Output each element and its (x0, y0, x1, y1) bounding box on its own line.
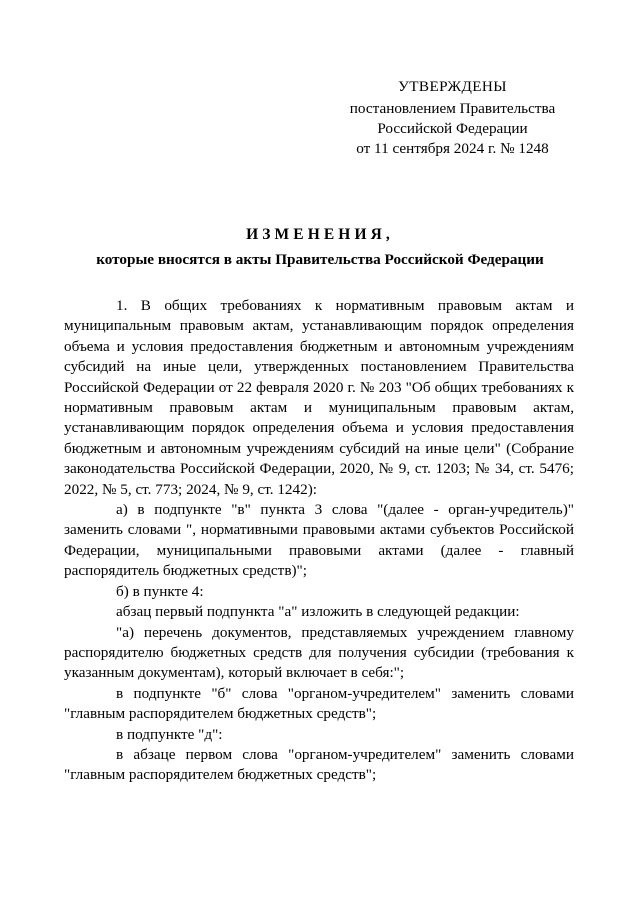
paragraph-1: 1. В общих требованиях к нормативным правовым актам и муниципальным правовым актам, устанавливающим порядок определения объема и условия предоставления бюджетным и автономным учреждениям субсидий на иные цели, утвержденных постановлением Правительства Российской Федерации от 22 февраля 2020 г. № 203 "Об общих требованиях к нормативным правовым актам и муниципальным правовым актам, устанавливающим порядок определения объема и условия предоставления бюджетным и автономным учреждениям субсидий на иные цели" (Собрание законодательства Российской Федерации, 2020, № 9, ст. 1203; № 34, ст. 5476; 2022, № 5, ст. 773; 2024, № 9, ст. 1242): (64, 297, 574, 498)
paragraph-5: "а) перечень документов, представляемых учреждением главному распорядителю бюджетных средств для получения субсидии (требования к указанным документам), который включает в себя:"; (64, 623, 574, 682)
paragraph-4: абзац первый подпункта "а" изложить в следующей редакции: (116, 603, 520, 621)
document-subtitle: которые вносятся в акты Правительства Российской Федерации (96, 251, 544, 268)
paragraph-7: в подпункте "д": (116, 725, 223, 743)
document-title: ИЗМЕНЕНИЯ, (246, 226, 394, 243)
approval-line-1: постановлением Правительства (349, 100, 556, 117)
approved-label: УТВЕРЖДЕНЫ (398, 78, 507, 95)
paragraph-2: а) в подпункте "в" пункта 3 слова "(далее - орган-учредитель)" заменить словами ", нормативными правовыми актами субъектов Российской Федерации, муниципальными правовыми актами (далее - главный распорядитель бюджетных средств)"; (64, 501, 574, 580)
paragraph-6: в подпункте "б" слова "органом-учредителем" заменить словами "главным распорядителем бюджетных средств"; (64, 684, 574, 723)
approval-line-2: Российской Федерации (377, 120, 528, 137)
approval-stamp (330, 77, 575, 159)
paragraph-3: б) в пункте 4: (116, 582, 204, 600)
document-body (64, 296, 574, 786)
approval-line-3: от 11 сентября 2024 г. № 1248 (356, 140, 549, 157)
paragraph-8: в абзаце первом слова "органом-учредителем" заменить словами "главным распорядителем бюджетных средств"; (64, 745, 574, 784)
